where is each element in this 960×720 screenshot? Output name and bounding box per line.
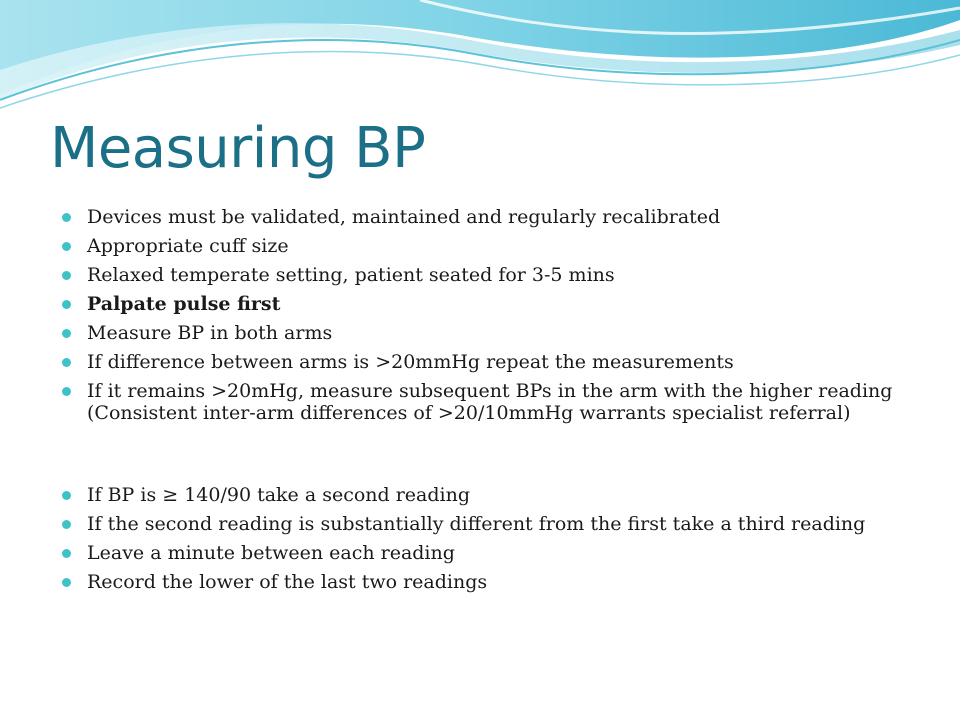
list-item [60, 322, 900, 344]
bullet-text: If difference between arms is >20mmHg repeat the measurements [87, 351, 734, 373]
list-item [60, 571, 900, 593]
list-item [60, 351, 900, 373]
list-item [60, 542, 900, 564]
bullet-icon [62, 329, 71, 338]
bullet-icon [62, 387, 71, 396]
header-wave-decoration [0, 0, 960, 115]
bullet-list [60, 206, 900, 600]
bullet-text: If BP is ≥ 140/90 take a second reading [87, 484, 471, 506]
bullet-icon [62, 549, 71, 558]
list-item [60, 293, 900, 315]
list-item [60, 235, 900, 257]
bullet-text: Palpate pulse first [87, 293, 281, 315]
bullet-icon [62, 520, 71, 529]
list-item [60, 206, 900, 228]
bullet-icon [62, 271, 71, 280]
list-item [60, 513, 900, 535]
list-item [60, 380, 900, 424]
bullet-text: Relaxed temperate setting, patient seated for 3-5 mins [87, 264, 615, 286]
bullet-icon [62, 300, 71, 309]
list-item [60, 264, 900, 286]
bullet-text: Appropriate cuff size [87, 235, 289, 257]
bullet-text: Devices must be validated, maintained and regularly recalibrated [87, 206, 721, 228]
bullet-text: If the second reading is substantially different from the first take a third reading [87, 513, 866, 535]
list-item [60, 484, 900, 506]
bullet-text: Measure BP in both arms [87, 322, 333, 344]
bullet-text: Record the lower of the last two readings [87, 571, 488, 593]
bullet-icon [62, 578, 71, 587]
bullet-icon [62, 213, 71, 222]
bullet-icon [62, 491, 71, 500]
bullet-text: Leave a minute between each reading [87, 542, 455, 564]
bullet-icon [62, 242, 71, 251]
slide-title: Measuring BP [50, 116, 426, 181]
bullet-icon [62, 358, 71, 367]
bullet-text: If it remains >20mHg, measure subsequent BPs in the arm with the higher reading (Consistent inter-arm differences of >20/10mmHg warrants specialist referral) [87, 380, 893, 424]
